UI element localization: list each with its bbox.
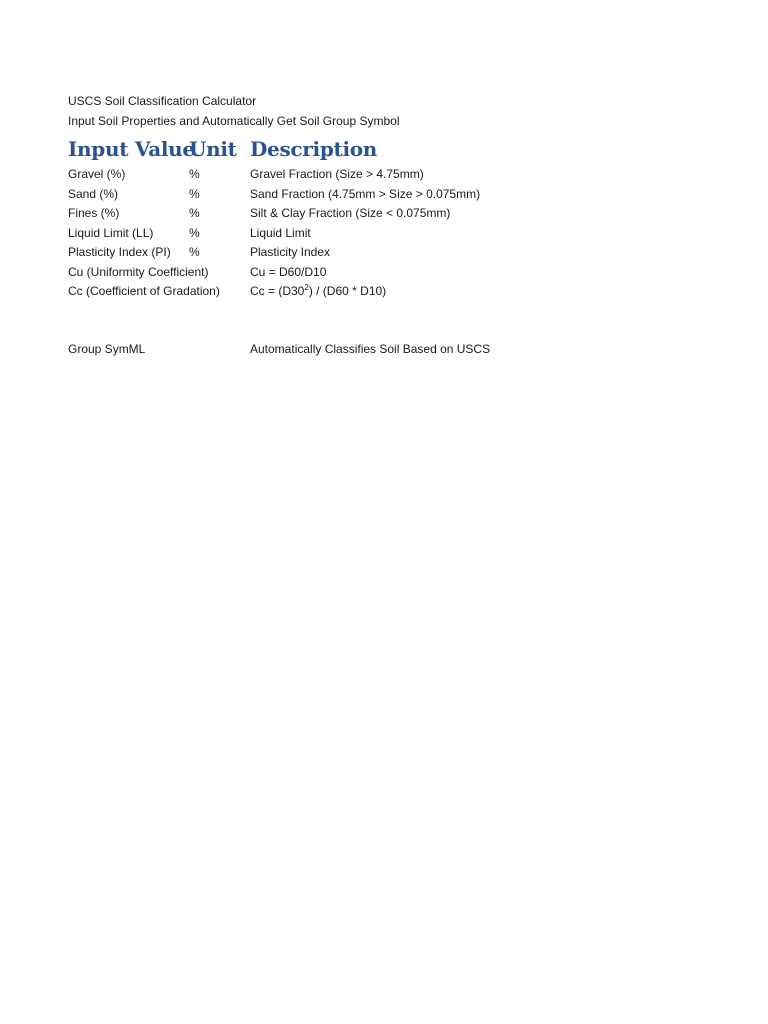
cc-formula-exponent: 2 <box>304 283 309 293</box>
table-row-sand <box>68 185 708 205</box>
row-label: Liquid Limit (LL) <box>68 225 154 240</box>
row-label: Plasticity Index (PI) <box>68 245 171 260</box>
row-description <box>250 282 386 302</box>
group-symbol-label: Group SymML <box>68 341 146 356</box>
table-row-cu <box>68 263 708 283</box>
cc-formula-end: ) / (D60 * D10) <box>308 284 387 299</box>
row-unit: % <box>189 206 200 221</box>
result-row <box>68 340 708 360</box>
row-description: Gravel Fraction (Size > 4.75mm) <box>250 167 424 182</box>
row-label: Cc (Coefficient of Gradation) <box>68 284 220 299</box>
header-description: Description <box>250 137 378 162</box>
table-row-gravel <box>68 165 708 185</box>
row-description: Cu = D60/D10 <box>250 264 327 279</box>
row-label: Gravel (%) <box>68 167 126 182</box>
row-description: Silt & Clay Fraction (Size < 0.075mm) <box>250 206 451 221</box>
row-unit: % <box>189 186 200 201</box>
table-row-cc <box>68 282 708 302</box>
row-label: Fines (%) <box>68 206 120 221</box>
page-subtitle: Input Soil Properties and Automatically Get Soil Group Symbol <box>68 113 400 128</box>
table-header <box>68 137 708 165</box>
table-row-plasticity-index <box>68 243 708 263</box>
row-unit: % <box>189 167 200 182</box>
row-label: Cu (Uniformity Coefficient) <box>68 264 209 279</box>
row-description: Sand Fraction (4.75mm > Size > 0.075mm) <box>250 186 481 201</box>
row-description: Plasticity Index <box>250 245 331 260</box>
header-input-value: Input Value <box>68 137 195 162</box>
group-symbol-description: Automatically Classifies Soil Based on USCS <box>250 341 491 356</box>
row-description: Liquid Limit <box>250 225 311 240</box>
cc-formula-start: Cc = (D30 <box>250 284 305 299</box>
row-unit: % <box>189 245 200 260</box>
spreadsheet-page <box>68 92 708 359</box>
header-unit: Unit <box>189 137 237 162</box>
table-row-fines <box>68 204 708 224</box>
table-row-liquid-limit <box>68 224 708 244</box>
row-unit: % <box>189 225 200 240</box>
row-label: Sand (%) <box>68 186 119 201</box>
page-title: USCS Soil Classification Calculator <box>68 94 257 108</box>
